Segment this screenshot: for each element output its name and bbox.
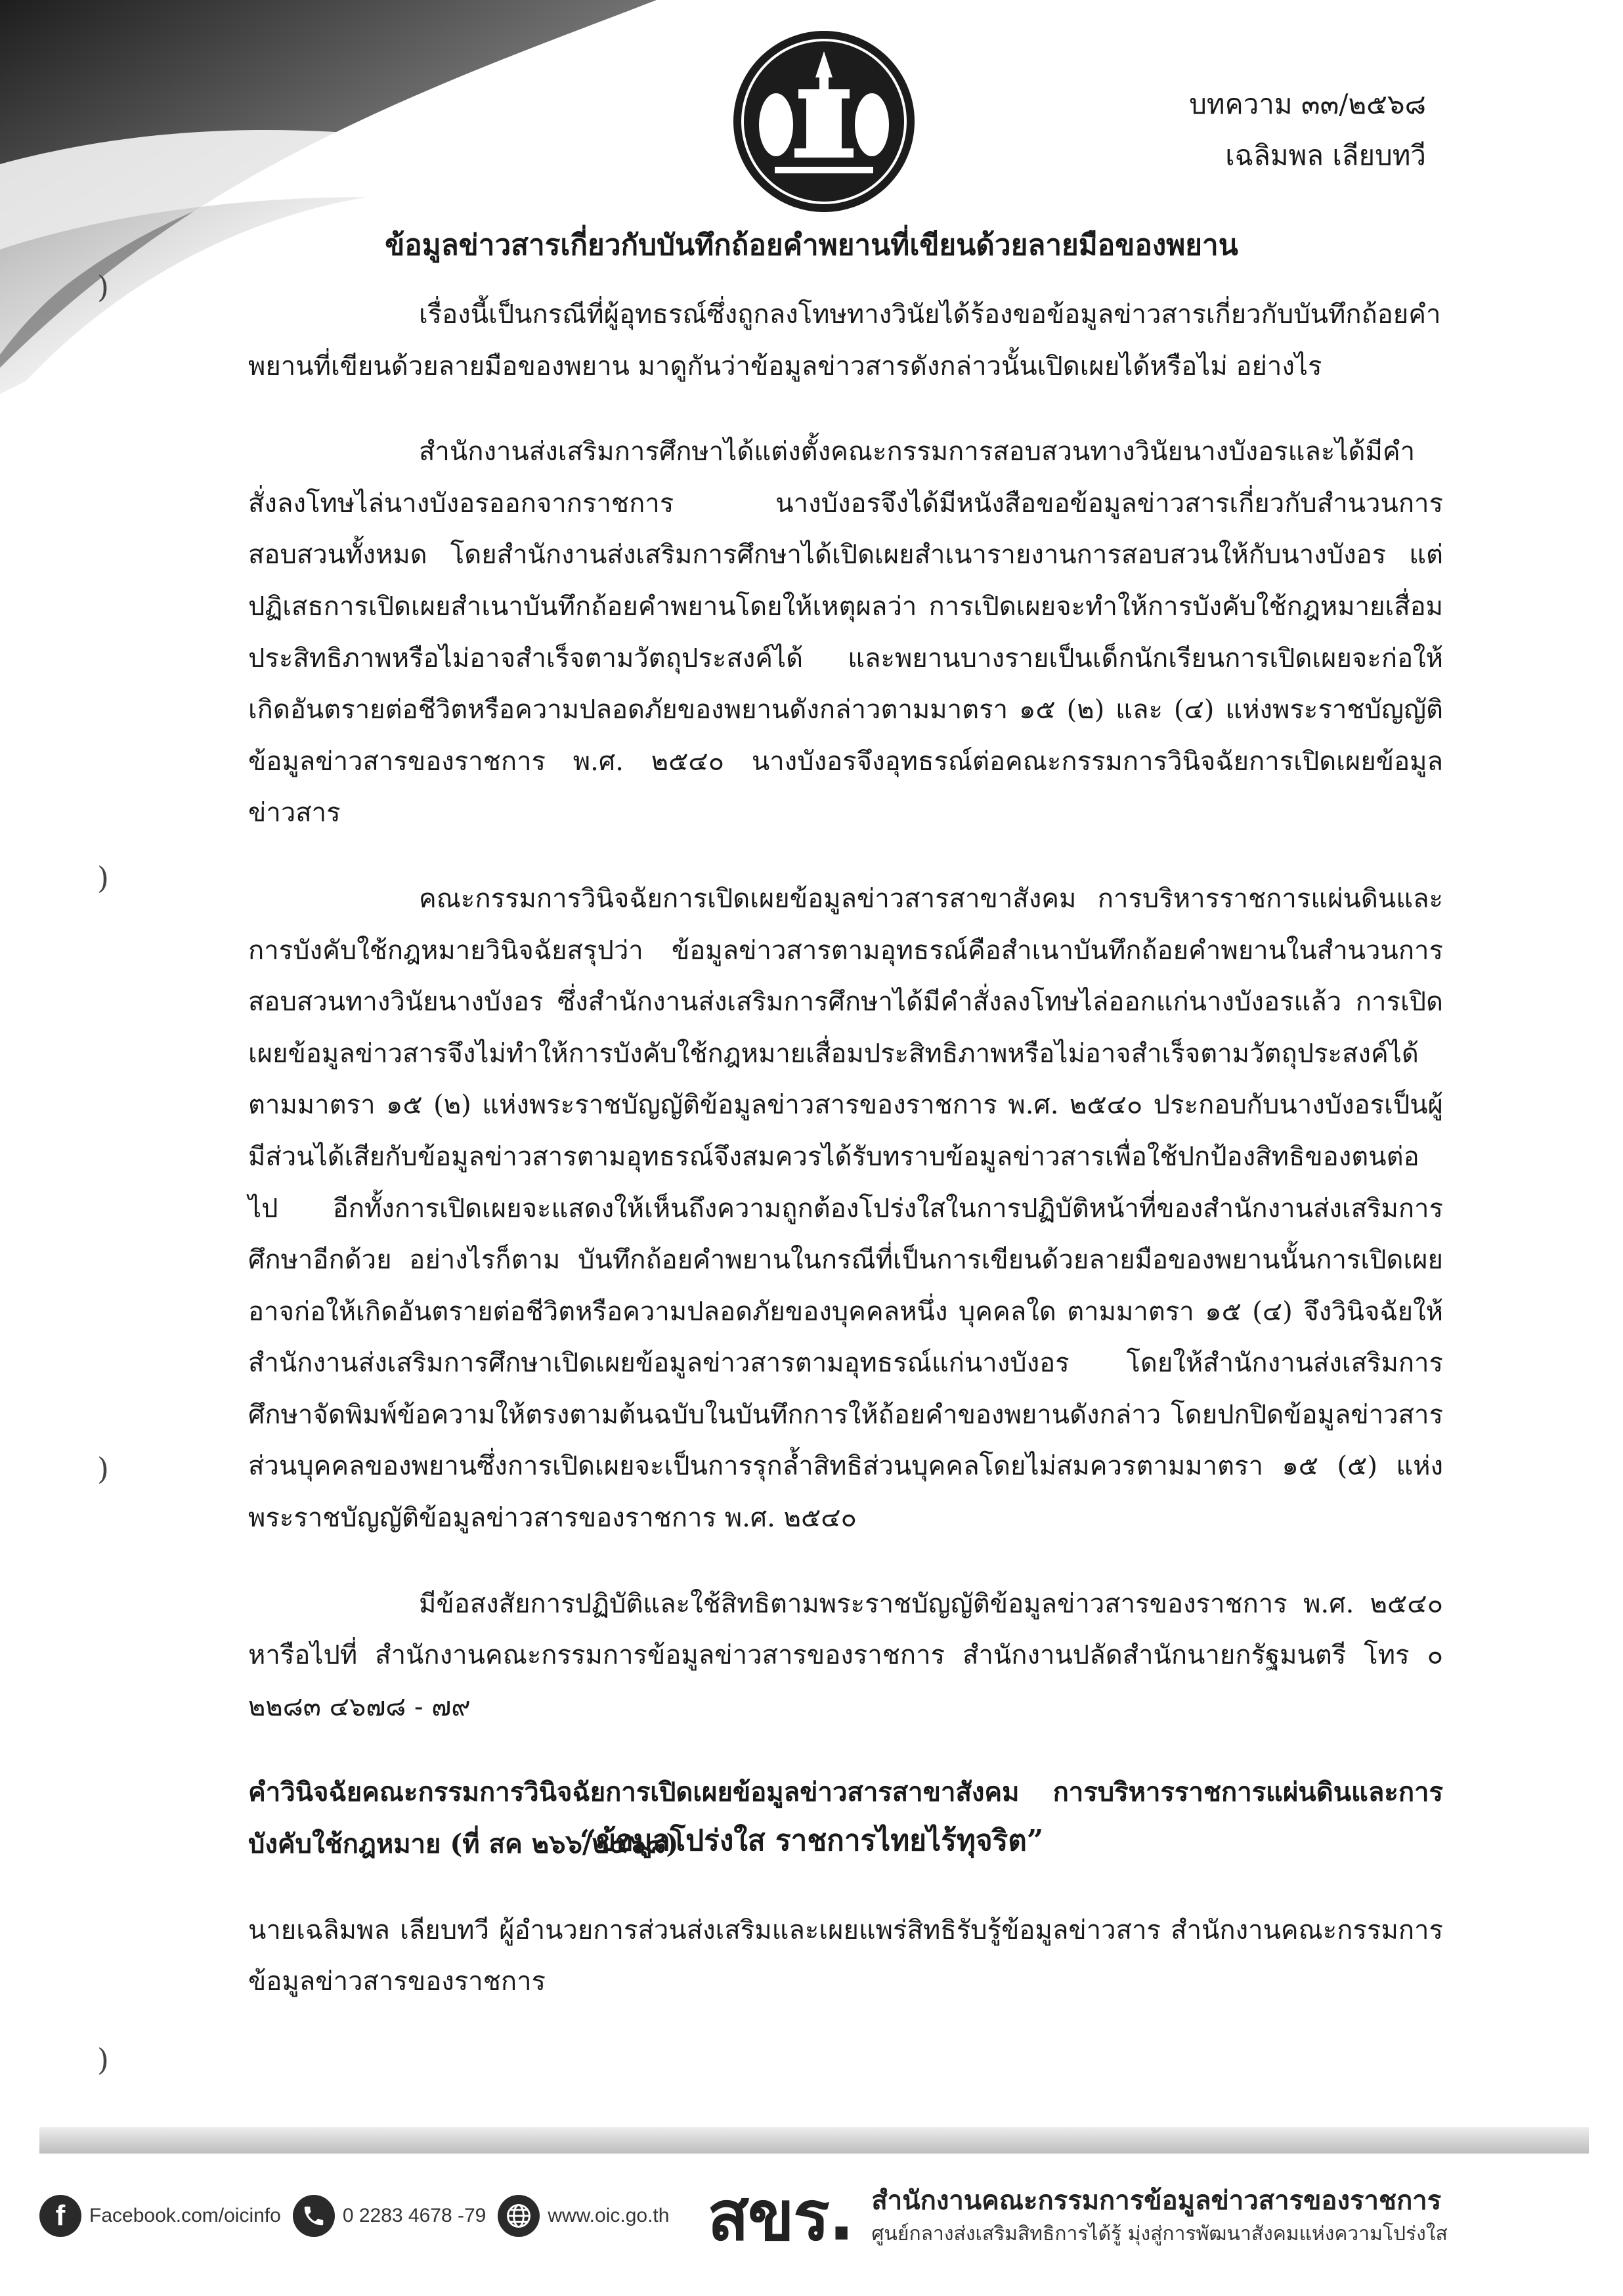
org-name: สำนักงานคณะกรรมการข้อมูลข่าวสารของราชการ <box>871 2186 1442 2216</box>
org-tagline: ศูนย์กลางส่งเสริมสิทธิการได้รู้ มุ่งสู่การพัฒนาสังคมแห่งความโปร่งใส <box>871 2222 1448 2245</box>
margin-mark: ) <box>97 269 109 305</box>
phone-contact[interactable] <box>293 2195 487 2237</box>
margin-mark: ) <box>97 860 109 896</box>
author-credit: นายเฉลิมพล เลียบทวี ผู้อำนวยการส่วนส่งเสริมและเผยแพร่สิทธิรับรู้ข้อมูลข่าวสาร สำนักงานคณะกรรมการข้อมูลข่าวสารของราชการ <box>248 1915 1443 1997</box>
paragraph-facts: สำนักงานส่งเสริมการศึกษาได้แต่งตั้งคณะกรรมการสอบสวนทางวินัยนางบังอรและได้มีคำสั่งลงโทษไล่นางบังอรออกจากราชการ นางบังอรจึงได้มีหนังสือขอข้อมูลข่าวสารเกี่ยวกับสำนวนการสอบสวนทั้งหมด โดยสำนักงานส่งเสริมการศึกษาได้เปิดเผยสำเนารายงานการสอบสวนให้กับนางบังอร แต่ปฏิเสธการเปิดเผยสำเนาบันทึกถ้อยคำพยานโดยให้เหตุผลว่า การเปิดเผยจะทำให้การบังคับใช้กฎหมายเสื่อมประสิทธิภาพหรือไม่อาจสำเร็จตามวัตถุประสงค์ได้ และพยานบางรายเป็นเด็กนักเรียนการเปิดเผยจะก่อให้เกิดอันตรายต่อชีวิตหรือความปลอดภัยของพยานดังกล่าวตามมาตรา ๑๕ (๒) และ (๔) แห่งพระราชบัญญัติข้อมูลข่าวสารของราชการ พ.ศ. ๒๕๔๐ นางบังอรจึงอุทธรณ์ต่อคณะกรรมการวินิจฉัยการเปิดเผยข้อมูลข่าวสาร <box>248 437 1443 829</box>
emblem-icon <box>729 26 919 217</box>
slogan: “ข้อมูลโปร่งใส ราชการไทยไร้ทุจริต” <box>579 1824 1044 1857</box>
facebook-contact[interactable] <box>39 2195 281 2237</box>
paragraph-contact: มีข้อสงสัยการปฏิบัติและใช้สิทธิตามพระราชบัญญัติข้อมูลข่าวสารของราชการ พ.ศ. ๒๕๔๐ หารือไปที่ สำนักงานคณะกรรมการข้อมูลข่าวสารของราชการ สำนักงานปลัดสำนักนายกรัฐมนตรี โทร ๐ ๒๒๘๓ ๔๖๗๘ - ๗๙ <box>248 1588 1443 1722</box>
article-number: บทความ ๓๓/๒๕๖๘ <box>1189 88 1426 120</box>
globe-icon <box>498 2195 540 2237</box>
facebook-link[interactable]: Facebook.com/oicinfo <box>89 2205 281 2226</box>
margin-mark: ) <box>97 2042 109 2077</box>
footer-divider <box>39 2127 1589 2154</box>
article-reference <box>1189 79 1426 181</box>
margin-mark: ) <box>97 1451 109 1486</box>
website-link[interactable]: www.oic.go.th <box>548 2205 670 2226</box>
footer <box>39 2160 1589 2272</box>
facebook-icon: f <box>39 2195 81 2237</box>
article-author: เฉลิมพล เลียบทวี <box>1225 139 1426 171</box>
phone-icon <box>293 2195 335 2237</box>
phone-number: 0 2283 4678 -79 <box>342 2205 487 2226</box>
org-names <box>871 2182 1447 2249</box>
document-title: ข้อมูลข่าวสารเกี่ยวกับบันทึกถ้อยคำพยานที่เขียนด้วยลายมือของพยาน <box>385 228 1238 262</box>
website-contact[interactable] <box>498 2195 669 2237</box>
paragraph-intro: เรื่องนี้เป็นกรณีที่ผู้อุทธรณ์ซึ่งถูกลงโทษทางวินัยได้ร้องขอข้อมูลข่าวสารเกี่ยวกับบันทึกถ้อยคำพยานที่เขียนด้วยลายมือของพยาน มาดูกันว่าข้อมูลข่าวสารดังกล่าวนั้นเปิดเผยได้หรือไม่ อย่างไร <box>248 299 1441 381</box>
paragraph-decision: คณะกรรมการวินิจฉัยการเปิดเผยข้อมูลข่าวสารสาขาสังคม การบริหารราชการแผ่นดินและการบังคับใช้กฎหมายวินิจฉัยสรุปว่า ข้อมูลข่าวสารตามอุทธรณ์คือสำเนาบันทึกถ้อยคำพยานในสำนวนการสอบสวนทางวินัยนางบังอร ซึ่งสำนักงานส่งเสริมการศึกษาได้มีคำสั่งลงโทษไล่ออกแก่นางบังอรแล้ว การเปิดเผยข้อมูลข่าวสารจึงไม่ทำให้การบังคับใช้กฎหมายเสื่อมประสิทธิภาพหรือไม่อาจสำเร็จตามวัตถุประสงค์ได้ตามมาตรา ๑๕ (๒) แห่งพระราชบัญญัติข้อมูลข่าวสารของราชการ พ.ศ. ๒๕๔๐ ประกอบกับนางบังอรเป็นผู้มีส่วนได้เสียกับข้อมูลข่าวสารตามอุทธรณ์จึงสมควรได้รับทราบข้อมูลข่าวสารเพื่อใช้ปกป้องสิทธิของตนต่อไป อีกทั้งการเปิดเผยจะแสดงให้เห็นถึงความถูกต้องโปร่งใสในการปฏิบัติหน้าที่ของสำนักงานส่งเสริมการศึกษาอีกด้วย อย่างไรก็ตาม บันทึกถ้อยคำพยานในกรณีที่เป็นการเขียนด้วยลายมือของพยานนั้นการเปิดเผยอาจก่อให้เกิดอันตรายต่อชีวิตหรือความปลอดภัยของบุคคลหนึ่ง บุคคลใด ตามมาตรา ๑๕ (๔) จึงวินิจฉัยให้สำนักงานส่งเสริมการศึกษาเปิดเผยข้อมูลข่าวสารตามอุทธรณ์แก่นางบังอร โดยให้สำนักงานส่งเสริมการศึกษาจัดพิมพ์ข้อความให้ตรงตามต้นฉบับในบันทึกการให้ถ้อยคำของพยานดังกล่าว โดยปกปิดข้อมูลข่าวสารส่วนบุคคลของพยานซึ่งการเปิดเผยจะเป็นการรุกล้ำสิทธิส่วนบุคคลโดยไม่สมควรตามมาตรา ๑๕ (๕) แห่งพระราชบัญญัติข้อมูลข่าวสารของราชการ พ.ศ. ๒๕๔๐ <box>248 883 1444 1534</box>
org-logo: สขร. <box>707 2176 854 2256</box>
decision-reference: คำวินิจฉัยคณะกรรมการวินิจฉัยการเปิดเผยข้อมูลข่าวสารสาขาสังคม การบริหารราชการแผ่นดินและการบังคับใช้กฎหมาย (ที่ สค ๒๖๖/๒๕๖๘) <box>248 1777 1443 1860</box>
document-body <box>248 289 1443 2042</box>
